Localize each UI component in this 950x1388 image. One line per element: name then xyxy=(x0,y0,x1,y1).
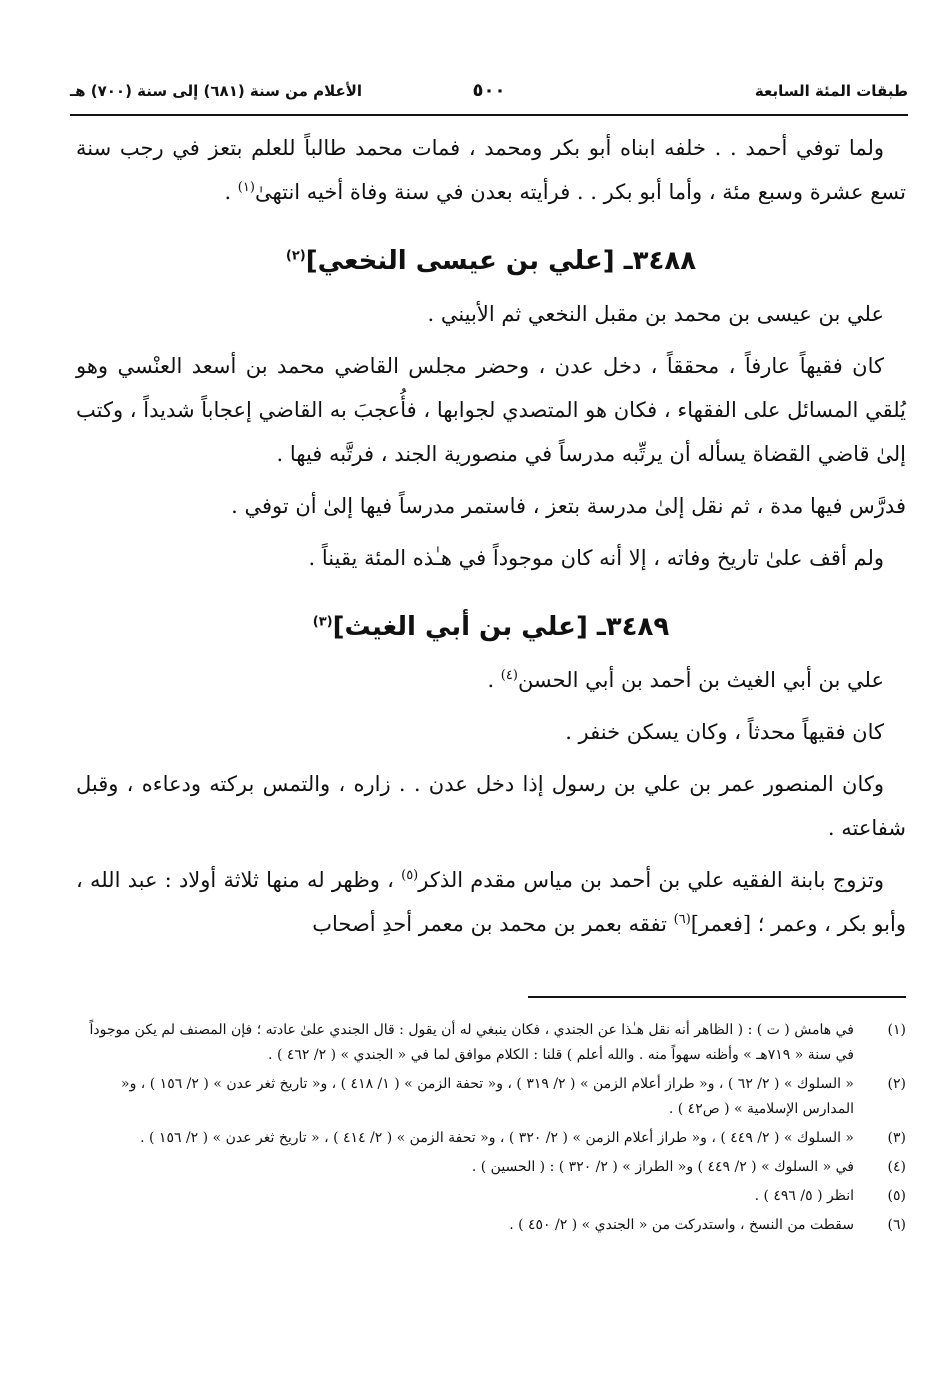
main-text xyxy=(76,126,906,954)
intro-paragraph: ولما توفي أحمد . . خلفه ابناه أبو بكر ومحمد ، فمات محمد طالباً للعلم بتعز في رجب سنة تسع عشرة وسبع مئة ، وأما أبو بكر . . فرأيته بعدن في سنة وفاة أخيه انتهىٰ$^{(١)}$ . xyxy=(76,136,906,204)
footnote: (٤) في « السلوك » ( ٢/ ٤٤٩ ) و« الطراز » ( ٢/ ٣٢٠ ) : ( الحسين ) . xyxy=(76,1155,906,1180)
entry-paragraph: علي بن أبي الغيث بن أحمد بن أبي الحسن$^{(٤)}$ . xyxy=(487,668,884,692)
footnote-ref[interactable]: (٢) xyxy=(285,248,306,264)
footnote-mark: (٦) xyxy=(887,1217,906,1233)
footnote-mark: (٤) xyxy=(887,1159,906,1175)
footnote-ref[interactable]: (٣) xyxy=(312,614,333,630)
footnote-mark: (١) xyxy=(887,1022,906,1038)
footnote-ref[interactable]: (٦) xyxy=(673,912,691,927)
page-number: ٥٠٠ xyxy=(472,80,506,101)
entry-paragraph: ولم أقف علىٰ تاريخ وفاته ، إلا أنه كان موجوداً في هـٰذه المئة يقيناً . xyxy=(308,546,884,570)
running-title-left: الأعلام من سنة (٦٨١) إلى سنة (٧٠٠) هـ xyxy=(70,82,363,100)
page-header xyxy=(70,74,908,116)
footnote-mark: (٢) xyxy=(887,1076,906,1092)
footnote: (٥) انظر ( ٥/ ٤٩٦ ) . xyxy=(76,1184,906,1209)
footnote-ref[interactable]: (٥) xyxy=(401,868,419,883)
footnote-mark: (٥) xyxy=(887,1188,906,1204)
entry-paragraph: علي بن عيسى بن محمد بن مقبل النخعي ثم الأبيني . xyxy=(427,302,884,326)
entry-paragraph: وكان المنصور عمر بن علي بن رسول إذا دخل عدن . . زاره ، والتمس بركته ودعاءه ، وقبل شفاعته . xyxy=(76,772,906,840)
entry-title-3489: ٣٤٨٩ـ [علي بن أبي الغيث]$^{(٣)}$ xyxy=(312,612,670,642)
footnote-ref[interactable]: (٤) xyxy=(500,668,518,683)
entry-paragraph: وتزوج بابنة الفقيه علي بن أحمد بن مياس مقدم الذكر$^{(٥)}$ ، وظهر له منها ثلاثة أولاد : عبد الله ، وأبو بكر ، وعمر ؛ [فعمر]$^{(٦)}$ تفقه بعمر بن محمد بن معمر أحدِ أصحاب xyxy=(76,868,906,936)
footnotes xyxy=(76,1018,906,1242)
entry-paragraph: فدرَّس فيها مدة ، ثم نقل إلىٰ مدرسة بتعز ، فاستمر مدرساً فيها إلىٰ أن توفي . xyxy=(231,494,906,518)
footnote: (٦) سقطت من النسخ ، واستدركت من « الجندي » ( ٢/ ٤٥٠ ) . xyxy=(76,1213,906,1238)
running-title-right: طبقات المئة السابعة xyxy=(754,82,908,100)
entry-paragraph: كان فقيهاً عارفاً ، محققاً ، دخل عدن ، وحضر مجلس القاضي محمد بن أسعد العنْسي وهو يُلقي المسائل على الفقهاء ، فكان هو المتصدي لجوابها ، فأُعجبَ به القاضي إعجاباً شديداً ، وكتب إلىٰ قاضي القضاة يسأله أن يرتِّبه مدرساً في منصورية الجند ، فرتَّبه فيها . xyxy=(76,354,906,466)
entry-paragraph: كان فقيهاً محدثاً ، وكان يسكن خنفر . xyxy=(565,720,884,744)
footnote: (١) في هامش ( ت ) : ( الظاهر أنه نقل هـٰذا عن الجندي ، فكان ينبغي له أن يقول : قال الجندي علىٰ عادته ؛ فإن المصنف لم يكن موجوداً في سنة « ٧١٩هـ » وأظنه سهواً منه . والله أعلم ) قلنا : الكلام موافق لما في « الجندي » ( ٢/ ٤٦٢ ) . xyxy=(76,1018,906,1068)
footnote: (٣) « السلوك » ( ٢/ ٤٤٩ ) ، و« طراز أعلام الزمن » ( ٢/ ٣٢٠ ) ، و« تحفة الزمن » ( ٢/ ٤١٤ ) ، « تاريخ ثغر عدن » ( ٢/ ١٥٦ ) . xyxy=(76,1126,906,1151)
entry-title-3488: ٣٤٨٨ـ [علي بن عيسى النخعي]$^{(٢)}$ xyxy=(285,246,697,276)
footnote-mark: (٣) xyxy=(887,1130,906,1146)
footnote-separator xyxy=(528,996,906,998)
footnote-ref[interactable]: (١) xyxy=(237,180,255,195)
footnote: (٢) « السلوك » ( ٢/ ٦٢ ) ، و« طراز أعلام الزمن » ( ٢/ ٣١٩ ) ، و« تحفة الزمن » ( ١/ ٤١٨ ) ، و« تاريخ ثغر عدن » ( ٢/ ١٥٦ ) ، و« المدارس الإسلامية » ( ص٤٢ ) . xyxy=(76,1072,906,1122)
